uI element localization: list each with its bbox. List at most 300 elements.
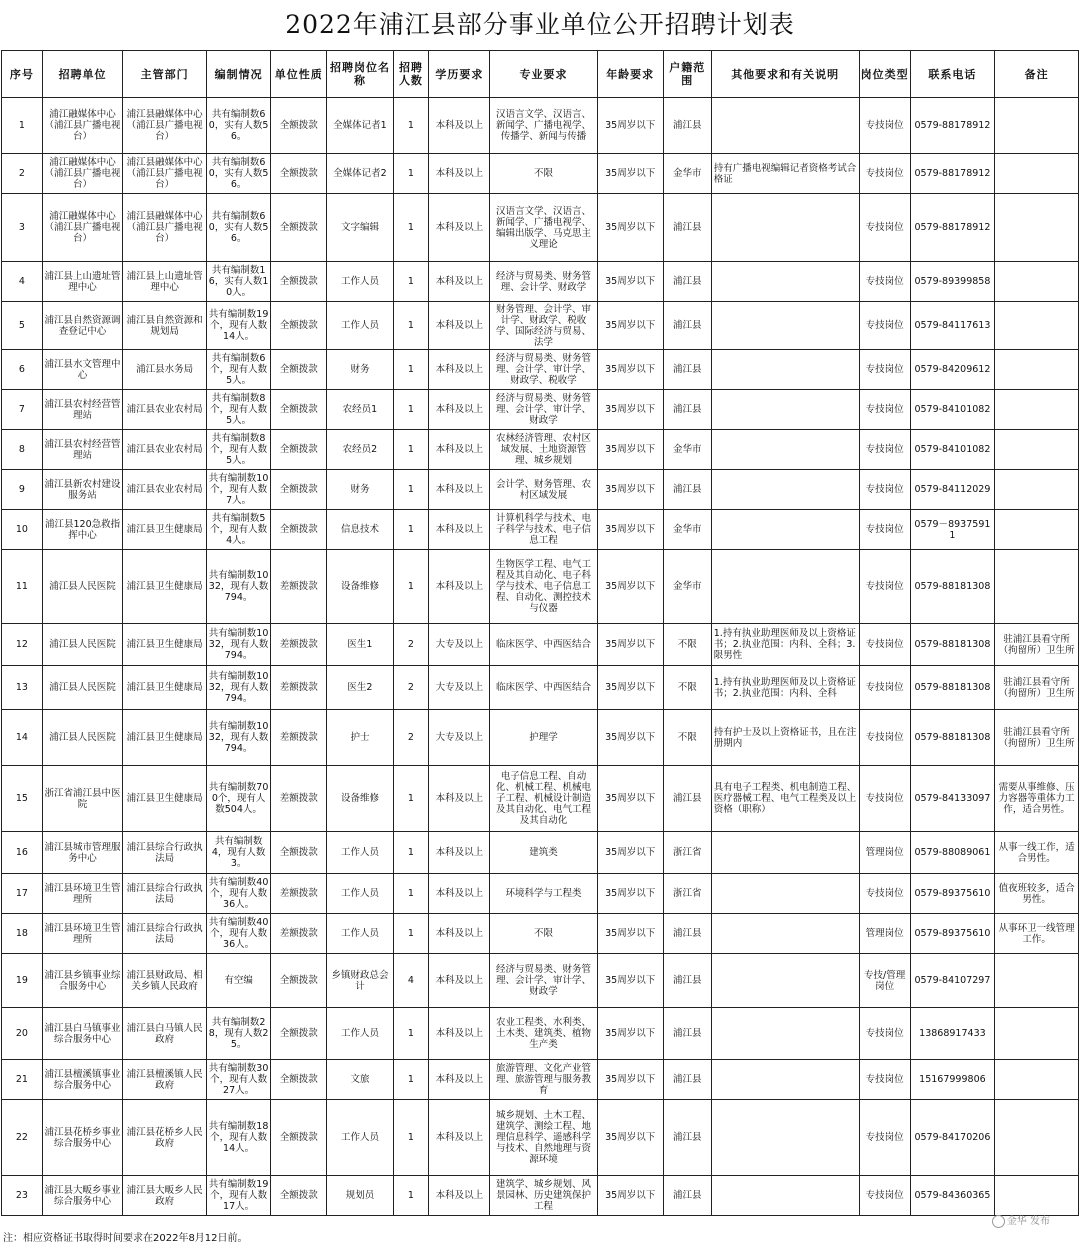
table-cell: 全额拨款 [271, 1060, 327, 1100]
table-cell: 9 [2, 470, 43, 510]
table-cell: 浦江县檀溪镇事业综合服务中心 [42, 1060, 123, 1100]
table-cell: 本科及以上 [429, 262, 490, 302]
table-cell: 4 [2, 262, 43, 302]
table-cell [711, 1060, 859, 1100]
table-cell: 共有编制数10个，现有人数7人。 [206, 470, 270, 510]
table-cell [711, 430, 859, 470]
table-cell: 浦江县卫生健康局 [123, 766, 207, 832]
table-row [2, 832, 1079, 874]
table-cell [711, 510, 859, 550]
table-cell: 专技岗位 [859, 470, 910, 510]
table-cell: 共有编制数5个，现有人数4人。 [206, 510, 270, 550]
table-cell: 1 [393, 874, 429, 914]
table-cell: 浦江县 [663, 766, 711, 832]
table-cell: 全媒体记者1 [327, 98, 393, 154]
column-header: 联系电话 [910, 51, 995, 98]
table-cell: 规划员 [327, 1176, 393, 1216]
table-cell: 专技岗位 [859, 350, 910, 390]
table-cell: 0579-88178912 [910, 194, 995, 262]
table-cell: 不限 [663, 666, 711, 710]
column-header: 招聘岗位名称 [327, 51, 393, 98]
watermark-logo-icon [992, 1215, 1005, 1228]
table-cell: 专技岗位 [859, 1176, 910, 1216]
footnote: 注：相应资格证书取得时间要求在2022年8月12日前。 [3, 1233, 248, 1244]
table-row [2, 666, 1079, 710]
table-cell: 19 [2, 954, 43, 1008]
table-cell: 13868917433 [910, 1008, 995, 1060]
table-cell: 0579-84170206 [910, 1100, 995, 1176]
table-row [2, 390, 1079, 430]
table-cell: 差额拨款 [271, 766, 327, 832]
table-cell: 本科及以上 [429, 470, 490, 510]
table-cell: 10 [2, 510, 43, 550]
table-cell: 全额拨款 [271, 430, 327, 470]
table-cell: 专技岗位 [859, 510, 910, 550]
table-row [2, 1008, 1079, 1060]
table-cell: 经济与贸易类、财务管理、会计学、财政学 [490, 262, 597, 302]
table-row [2, 98, 1079, 154]
table-cell: 有空编 [206, 954, 270, 1008]
table-cell: 本科及以上 [429, 914, 490, 954]
table-cell: 农林经济管理、农村区域发展、土地资源管理、城乡规划 [490, 430, 597, 470]
table-cell [995, 390, 1079, 430]
table-cell: 专技岗位 [859, 1060, 910, 1100]
table-cell: 35周岁以下 [597, 154, 663, 194]
table-cell: 1.持有执业助理医师及以上资格证书；2.执业范围：内科、全科 [711, 666, 859, 710]
table-cell: 1 [393, 1008, 429, 1060]
column-header: 专业要求 [490, 51, 597, 98]
table-cell: 全额拨款 [271, 832, 327, 874]
table-cell: 浦江县农业农村局 [123, 390, 207, 430]
table-cell: 浙江省 [663, 832, 711, 874]
table-cell: 浦江县 [663, 954, 711, 1008]
table-cell: 共有编制数1032，现有人数794。 [206, 710, 270, 766]
table-row [2, 874, 1079, 914]
table-cell: 1 [393, 194, 429, 262]
table-cell: 专技岗位 [859, 766, 910, 832]
table-cell: 差额拨款 [271, 914, 327, 954]
table-cell: 22 [2, 1100, 43, 1176]
table-cell [711, 390, 859, 430]
column-header: 序号 [2, 51, 43, 98]
table-cell: 1 [393, 832, 429, 874]
table-cell: 浦江县环境卫生管理所 [42, 874, 123, 914]
table-cell: 全额拨款 [271, 1100, 327, 1176]
table-cell: 6 [2, 350, 43, 390]
table-cell: 全额拨款 [271, 470, 327, 510]
table-cell [711, 350, 859, 390]
table-cell: 浦江县综合行政执法局 [123, 874, 207, 914]
table-cell: 1 [2, 98, 43, 154]
table-cell: 本科及以上 [429, 98, 490, 154]
table-cell [995, 1060, 1079, 1100]
table-cell: 本科及以上 [429, 390, 490, 430]
table-cell [995, 1176, 1079, 1216]
table-cell: 浦江县大畈乡事业综合服务中心 [42, 1176, 123, 1216]
table-cell: 16 [2, 832, 43, 874]
table-cell [711, 1176, 859, 1216]
table-cell: 医生2 [327, 666, 393, 710]
table-cell: 乡镇财政总会计 [327, 954, 393, 1008]
table-cell: 35周岁以下 [597, 390, 663, 430]
table-cell: 35周岁以下 [597, 194, 663, 262]
table-row [2, 954, 1079, 1008]
table-cell: 工作人员 [327, 832, 393, 874]
table-cell: 本科及以上 [429, 154, 490, 194]
table-cell: 1 [393, 470, 429, 510]
table-cell: 临床医学、中西医结合 [490, 666, 597, 710]
table-header-row [2, 51, 1079, 98]
table-cell: 35周岁以下 [597, 666, 663, 710]
table-cell: 浦江县 [663, 914, 711, 954]
table-cell: 35周岁以下 [597, 98, 663, 154]
table-cell: 0579-84107297 [910, 954, 995, 1008]
table-cell [995, 350, 1079, 390]
table-cell: 管理岗位 [859, 832, 910, 874]
table-cell: 浦江县大畈乡人民政府 [123, 1176, 207, 1216]
table-cell: 浦江县白马镇人民政府 [123, 1008, 207, 1060]
table-cell [711, 1008, 859, 1060]
table-cell: 1 [393, 914, 429, 954]
table-cell: 共有编制数4，现有人数3。 [206, 832, 270, 874]
table-cell: 35周岁以下 [597, 624, 663, 666]
table-cell: 浦江县农业农村局 [123, 470, 207, 510]
table-cell: 财务管理、会计学、审计学、财政学、税收学、国际经济与贸易、法学 [490, 302, 597, 350]
table-cell: 2 [393, 710, 429, 766]
table-cell: 浦江县新农村建设服务站 [42, 470, 123, 510]
table-cell: 0579-89375610 [910, 874, 995, 914]
table-cell [711, 194, 859, 262]
table-cell: 18 [2, 914, 43, 954]
column-header: 其他要求和有关说明 [711, 51, 859, 98]
table-cell: 1 [393, 766, 429, 832]
table-cell: 共有编制数8个，现有人数5人。 [206, 430, 270, 470]
table-cell: 浦江县 [663, 262, 711, 302]
table-cell: 浦江县农村经营管理站 [42, 430, 123, 470]
table-cell: 0579-84101082 [910, 430, 995, 470]
table-cell [711, 302, 859, 350]
table-cell: 汉语言文学、汉语言、新闻学、广播电视学、传播学、新闻与传播 [490, 98, 597, 154]
table-cell: 浦江县融媒体中心（浦江县广播电视台） [123, 194, 207, 262]
table-cell: 信息技术 [327, 510, 393, 550]
table-cell: 15 [2, 766, 43, 832]
watermark [992, 1212, 1050, 1228]
table-cell: 持有护士及以上资格证书，且在注册期内 [711, 710, 859, 766]
table-cell: 浦江县自然资源和规划局 [123, 302, 207, 350]
table-cell: 大专及以上 [429, 710, 490, 766]
table-cell: 0579-89375610 [910, 914, 995, 954]
table-cell: 建筑学、城乡规划、风景园林、历史建筑保护工程 [490, 1176, 597, 1216]
table-cell: 浙江省浦江县中医院 [42, 766, 123, 832]
table-cell: 1 [393, 98, 429, 154]
table-cell: 23 [2, 1176, 43, 1216]
table-cell: 35周岁以下 [597, 302, 663, 350]
table-cell: 计算机科学与技术、电子科学与技术、电子信息工程 [490, 510, 597, 550]
table-cell: 农经员2 [327, 430, 393, 470]
table-cell: 全额拨款 [271, 1176, 327, 1216]
table-cell: 共有编制数18个，现有人数14人。 [206, 1100, 270, 1176]
table-cell: 0579-88178912 [910, 154, 995, 194]
table-cell: 3 [2, 194, 43, 262]
table-cell: 浦江县 [663, 390, 711, 430]
table-cell: 0579-89399858 [910, 262, 995, 302]
table-cell: 全额拨款 [271, 954, 327, 1008]
table-cell: 财务 [327, 470, 393, 510]
table-cell: 本科及以上 [429, 1176, 490, 1216]
table-cell [995, 194, 1079, 262]
table-cell: 5 [2, 302, 43, 350]
table-cell: 浦江县乡镇事业综合服务中心 [42, 954, 123, 1008]
table-row [2, 914, 1079, 954]
table-cell: 0579-84112029 [910, 470, 995, 510]
table-row [2, 1060, 1079, 1100]
table-cell: 专技岗位 [859, 1100, 910, 1176]
table-cell: 1 [393, 350, 429, 390]
table-cell: 大专及以上 [429, 624, 490, 666]
table-cell: 21 [2, 1060, 43, 1100]
table-cell: 13 [2, 666, 43, 710]
table-cell: 共有编制数28，现有人数25。 [206, 1008, 270, 1060]
table-cell: 浦江县人民医院 [42, 550, 123, 624]
table-cell: 经济与贸易类、财务管理、会计学、审计学、财政学 [490, 390, 597, 430]
table-cell: 浦江县 [663, 302, 711, 350]
table-cell: 工作人员 [327, 914, 393, 954]
table-cell: 浦江县 [663, 194, 711, 262]
table-cell: 35周岁以下 [597, 874, 663, 914]
table-cell: 浦江县融媒体中心（浦江县广播电视台） [123, 154, 207, 194]
table-cell: 浦江县卫生健康局 [123, 550, 207, 624]
table-cell: 不限 [663, 710, 711, 766]
table-row [2, 470, 1079, 510]
table-cell: 本科及以上 [429, 1060, 490, 1100]
table-cell: 0579-88089061 [910, 832, 995, 874]
table-cell: 35周岁以下 [597, 550, 663, 624]
table-cell: 共有编制数19个，现有人数14人。 [206, 302, 270, 350]
table-cell: 浦江县 [663, 470, 711, 510]
table-cell: 2 [393, 624, 429, 666]
table-cell: 持有广播电视编辑记者资格考试合格证 [711, 154, 859, 194]
table-cell: 差额拨款 [271, 550, 327, 624]
table-cell: 从事一线工作，适合男性。 [995, 832, 1079, 874]
table-cell: 共有编制数700个，现有人数504人。 [206, 766, 270, 832]
table-cell: 经济与贸易类、财务管理、会计学、审计学、财政学、税收学 [490, 350, 597, 390]
table-cell: 差额拨款 [271, 874, 327, 914]
table-cell: 本科及以上 [429, 874, 490, 914]
table-row [2, 302, 1079, 350]
table-cell: 共有编制数40个，现有人数36人。 [206, 874, 270, 914]
table-cell: 临床医学、中西医结合 [490, 624, 597, 666]
table-cell: 浦江融媒体中心（浦江县广播电视台） [42, 194, 123, 262]
table-cell: 14 [2, 710, 43, 766]
column-header: 编制情况 [206, 51, 270, 98]
table-cell: 财务 [327, 350, 393, 390]
table-cell: 经济与贸易类、财务管理、会计学、审计学、财政学 [490, 954, 597, 1008]
table-cell: 本科及以上 [429, 954, 490, 1008]
table-cell: 浦江县卫生健康局 [123, 666, 207, 710]
table-cell: 本科及以上 [429, 832, 490, 874]
table-cell: 全额拨款 [271, 154, 327, 194]
table-row [2, 1176, 1079, 1216]
table-row [2, 262, 1079, 302]
column-header: 备注 [995, 51, 1079, 98]
table-cell: 35周岁以下 [597, 510, 663, 550]
table-cell: 浦江县白马镇事业综合服务中心 [42, 1008, 123, 1060]
column-header: 招聘人数 [393, 51, 429, 98]
table-cell: 12 [2, 624, 43, 666]
table-cell: 浦江县环境卫生管理所 [42, 914, 123, 954]
table-cell: 金华市 [663, 154, 711, 194]
table-cell: 具有电子工程类、机电制造工程、医疗器械工程、电气工程类及以上资格（职称） [711, 766, 859, 832]
table-cell: 共有编制数1032，现有人数794。 [206, 624, 270, 666]
table-cell: 专技岗位 [859, 98, 910, 154]
table-row [2, 766, 1079, 832]
table-cell [711, 262, 859, 302]
column-header: 主管部门 [123, 51, 207, 98]
table-cell: 生物医学工程、电气工程及其自动化、电子科学与技术、电子信息工程、自动化、测控技术与仪器 [490, 550, 597, 624]
table-cell: 设备维修 [327, 766, 393, 832]
table-cell: 不限 [490, 914, 597, 954]
table-cell: 文字编辑 [327, 194, 393, 262]
table-cell: 浦江县 [663, 1100, 711, 1176]
table-cell: 35周岁以下 [597, 710, 663, 766]
table-cell: 共有编制数60，实有人数56。 [206, 154, 270, 194]
table-cell: 浦江县人民医院 [42, 666, 123, 710]
table-cell: 浦江县上山遗址管理中心 [123, 262, 207, 302]
table-cell: 全额拨款 [271, 262, 327, 302]
table-cell: 管理岗位 [859, 914, 910, 954]
table-cell: 1 [393, 1176, 429, 1216]
table-cell: 17 [2, 874, 43, 914]
table-cell: 浦江县城市管理服务中心 [42, 832, 123, 874]
recruitment-table [1, 50, 1079, 1216]
table-cell: 0579-88178912 [910, 98, 995, 154]
table-body [2, 98, 1079, 1216]
table-cell: 专技岗位 [859, 624, 910, 666]
table-cell: 全额拨款 [271, 510, 327, 550]
table-cell: 8 [2, 430, 43, 470]
table-cell: 全额拨款 [271, 302, 327, 350]
table-cell: 0579-88181308 [910, 550, 995, 624]
table-cell: 共有编制数19个，现有人数17人。 [206, 1176, 270, 1216]
table-cell: 1 [393, 1060, 429, 1100]
table-cell [995, 1100, 1079, 1176]
table-cell: 15167999806 [910, 1060, 995, 1100]
column-header: 户籍范围 [663, 51, 711, 98]
table-cell: 2 [2, 154, 43, 194]
table-cell: 共有编制数60，实有人数56。 [206, 194, 270, 262]
table-cell: 护士 [327, 710, 393, 766]
table-cell [995, 262, 1079, 302]
table-cell: 35周岁以下 [597, 1176, 663, 1216]
table-cell: 本科及以上 [429, 1100, 490, 1176]
table-row [2, 510, 1079, 550]
table-cell [995, 1008, 1079, 1060]
table-cell: 浦江县上山遗址管理中心 [42, 262, 123, 302]
table-cell: 1 [393, 510, 429, 550]
table-cell: 文旅 [327, 1060, 393, 1100]
table-cell: 1 [393, 262, 429, 302]
table-cell: 0579-84101082 [910, 390, 995, 430]
table-cell: 本科及以上 [429, 430, 490, 470]
table-cell: 1 [393, 154, 429, 194]
table-cell: 会计学、财务管理、农村区域发展 [490, 470, 597, 510]
table-cell: 共有编制数8个，现有人数5人。 [206, 390, 270, 430]
table-cell [995, 302, 1079, 350]
table-cell [995, 470, 1079, 510]
table-cell: 0579-88181308 [910, 666, 995, 710]
table-cell: 全额拨款 [271, 390, 327, 430]
table-cell: 浦江县卫生健康局 [123, 710, 207, 766]
table-cell: 2 [393, 666, 429, 710]
table-cell: 驻浦江县看守所（拘留所）卫生所 [995, 666, 1079, 710]
table-cell: 本科及以上 [429, 766, 490, 832]
column-header: 年龄要求 [597, 51, 663, 98]
table-cell: 浦江县综合行政执法局 [123, 832, 207, 874]
table-cell: 35周岁以下 [597, 262, 663, 302]
table-cell: 7 [2, 390, 43, 430]
table-cell: 本科及以上 [429, 194, 490, 262]
table-cell: 浦江县卫生健康局 [123, 624, 207, 666]
table-cell: 农业工程类、水利类、土木类、建筑类、植物生产类 [490, 1008, 597, 1060]
table-cell: 专技岗位 [859, 1008, 910, 1060]
column-header: 岗位类型 [859, 51, 910, 98]
table-cell: 1 [393, 430, 429, 470]
table-cell: 共有编制数6个，现有人数5人。 [206, 350, 270, 390]
table-cell: 35周岁以下 [597, 832, 663, 874]
table-cell: 不限 [490, 154, 597, 194]
table-cell: 工作人员 [327, 1100, 393, 1176]
table-cell [711, 550, 859, 624]
table-cell: 共有编制数30个，现有人数27人。 [206, 1060, 270, 1100]
table-cell: 专技/管理岗位 [859, 954, 910, 1008]
table-cell: 工作人员 [327, 262, 393, 302]
table-cell: 专技岗位 [859, 154, 910, 194]
table-cell: 专技岗位 [859, 430, 910, 470]
table-cell: 浦江融媒体中心（浦江县广播电视台） [42, 154, 123, 194]
table-cell: 4 [393, 954, 429, 1008]
table-cell: 金华市 [663, 510, 711, 550]
table-cell: 浦江县综合行政执法局 [123, 914, 207, 954]
table-cell: 全额拨款 [271, 194, 327, 262]
table-cell: 专技岗位 [859, 710, 910, 766]
table-cell: 专技岗位 [859, 666, 910, 710]
table-cell: 浦江县 [663, 350, 711, 390]
table-cell: 浦江县 [663, 1060, 711, 1100]
table-cell: 驻浦江县看守所（拘留所）卫生所 [995, 710, 1079, 766]
table-cell: 本科及以上 [429, 1008, 490, 1060]
table-cell: 旅游管理、文化产业管理、旅游管理与服务教育 [490, 1060, 597, 1100]
table-cell: 护理学 [490, 710, 597, 766]
table-cell: 共有编制数60，实有人数56。 [206, 98, 270, 154]
table-cell: 本科及以上 [429, 350, 490, 390]
table-cell: 0579-84360365 [910, 1176, 995, 1216]
table-cell: 浦江县人民医院 [42, 624, 123, 666]
table-cell: 浦江融媒体中心（浦江县广播电视台） [42, 98, 123, 154]
table-cell: 0579-84209612 [910, 350, 995, 390]
column-header: 学历要求 [429, 51, 490, 98]
table-cell: 浦江县财政局、相关乡镇人民政府 [123, 954, 207, 1008]
table-cell: 电子信息工程、自动化、机械工程、机械电子工程、机械设计制造及其自动化、电气工程及其自动化 [490, 766, 597, 832]
table-cell: 35周岁以下 [597, 954, 663, 1008]
table-cell: 35周岁以下 [597, 1100, 663, 1176]
table-cell: 浦江县 [663, 1008, 711, 1060]
table-cell: 全额拨款 [271, 98, 327, 154]
table-cell: 专技岗位 [859, 550, 910, 624]
table-cell: 本科及以上 [429, 510, 490, 550]
table-cell: 金华市 [663, 550, 711, 624]
table-cell: 浦江县水文管理中心 [42, 350, 123, 390]
table-cell: 1 [393, 1100, 429, 1176]
